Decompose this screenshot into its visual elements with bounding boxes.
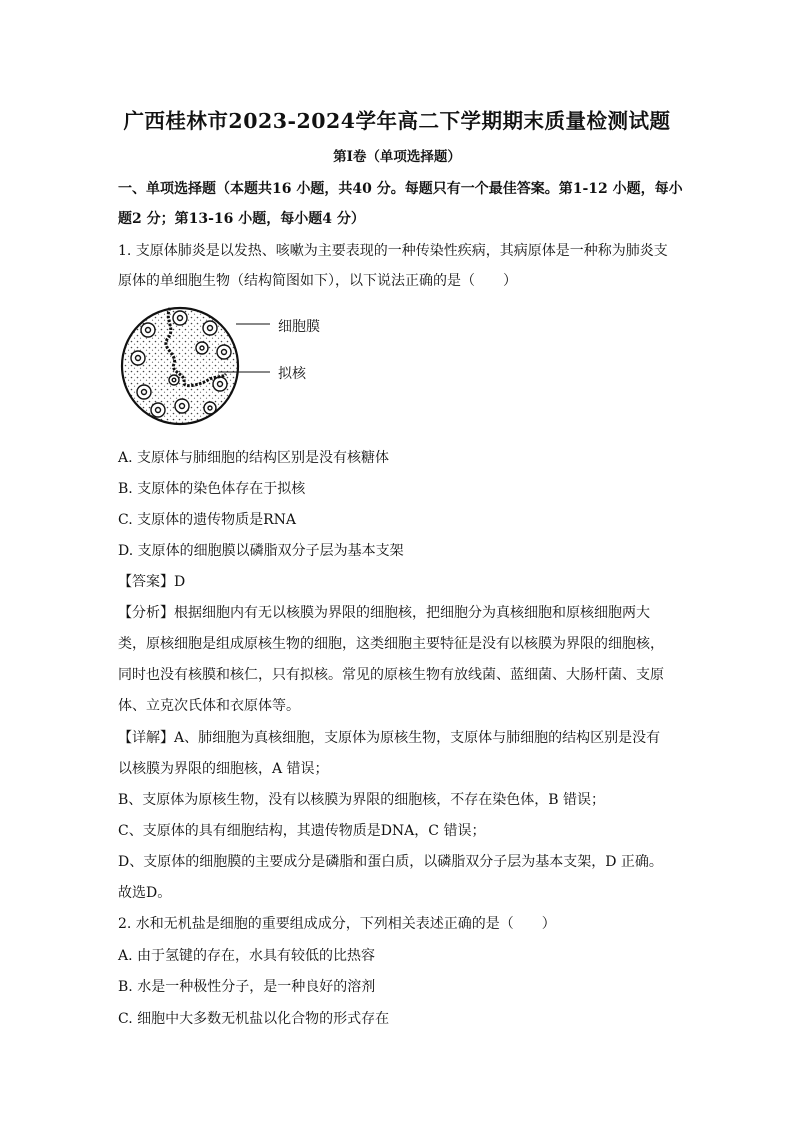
q1-stem-line-2: 原体的单细胞生物（结构简图如下），以下说法正确的是（ ） xyxy=(118,273,517,289)
figure-label-cell-membrane: 细胞膜 xyxy=(278,319,320,335)
mycoplasma-diagram xyxy=(118,298,358,440)
q1-analysis-line-4: 体、立克次氏体和衣原体等。 xyxy=(118,698,300,714)
q2-option-c: C. 细胞中大多数无机盐以化合物的形式存在 xyxy=(118,1011,390,1027)
q2-stem: 2. 水和无机盐是细胞的重要组成成分，下列相关表述正确的是（ ） xyxy=(118,916,556,932)
mycoplasma-figure xyxy=(118,298,358,440)
q2-option-b: B. 水是一种极性分子，是一种良好的溶剂 xyxy=(118,979,376,995)
q1-detail-line-2: 以核膜为界限的细胞核，A 错误； xyxy=(118,761,329,777)
q1-detail-line-5: D、支原体的细胞膜的主要成分是磷脂和蛋白质，以磷脂双分子层为基本支架，D 正确。 xyxy=(118,854,663,870)
q1-analysis-line-3: 同时也没有核膜和核仁，只有拟核。常见的原核生物有放线菌、蓝细菌、大肠杆菌、支原 xyxy=(118,667,664,683)
section-heading-line-1: 一、单项选择题（本题共16 小题，共40 分。每题只有一个最佳答案。第1-12 小题，每小 xyxy=(118,181,683,197)
q1-detail-line-4: C、支原体的具有细胞结构，其遗传物质是DNA，C 错误； xyxy=(118,823,486,839)
section-heading-line-2: 题2 分；第13-16 小题，每小题4 分） xyxy=(118,211,365,227)
page-subtitle: 第Ⅰ卷（单项选择题） xyxy=(333,149,461,165)
q1-option-a: A. 支原体与肺细胞的结构区别是没有核糖体 xyxy=(118,450,390,466)
q2-option-a: A. 由于氢键的存在，水具有较低的比热容 xyxy=(118,948,376,964)
q1-analysis-line-2: 类，原核细胞是组成原核生物的细胞，这类细胞主要特征是没有以核膜为界限的细胞核， xyxy=(118,636,664,652)
q1-detail-line-3: B、支原体为原核生物，没有以核膜为界限的细胞核，不存在染色体，B 错误； xyxy=(118,792,606,808)
figure-label-nucleoid: 拟核 xyxy=(278,366,306,382)
q1-detail-line-1: 【详解】A、肺细胞为真核细胞，支原体为原核生物，支原体与肺细胞的结构区别是没有 xyxy=(118,730,661,746)
q1-option-d: D. 支原体的细胞膜以磷脂双分子层为基本支架 xyxy=(118,543,404,559)
q1-stem-line-1: 1. 支原体肺炎是以发热、咳嗽为主要表现的一种传染性疾病，其病原体是一种称为肺炎支 xyxy=(118,243,668,259)
q1-answer: 【答案】D xyxy=(118,574,186,590)
q1-analysis-line-1: 【分析】根据细胞内有无以核膜为界限的细胞核，把细胞分为真核细胞和原核细胞两大 xyxy=(118,605,650,621)
q1-option-c: C. 支原体的遗传物质是RNA xyxy=(118,512,297,528)
q1-option-b: B. 支原体的染色体存在于拟核 xyxy=(118,481,306,497)
q1-conclusion: 故选D。 xyxy=(118,885,172,901)
page-title: 广西桂林市2023-2024学年高二下学期期末质量检测试题 xyxy=(123,109,671,133)
